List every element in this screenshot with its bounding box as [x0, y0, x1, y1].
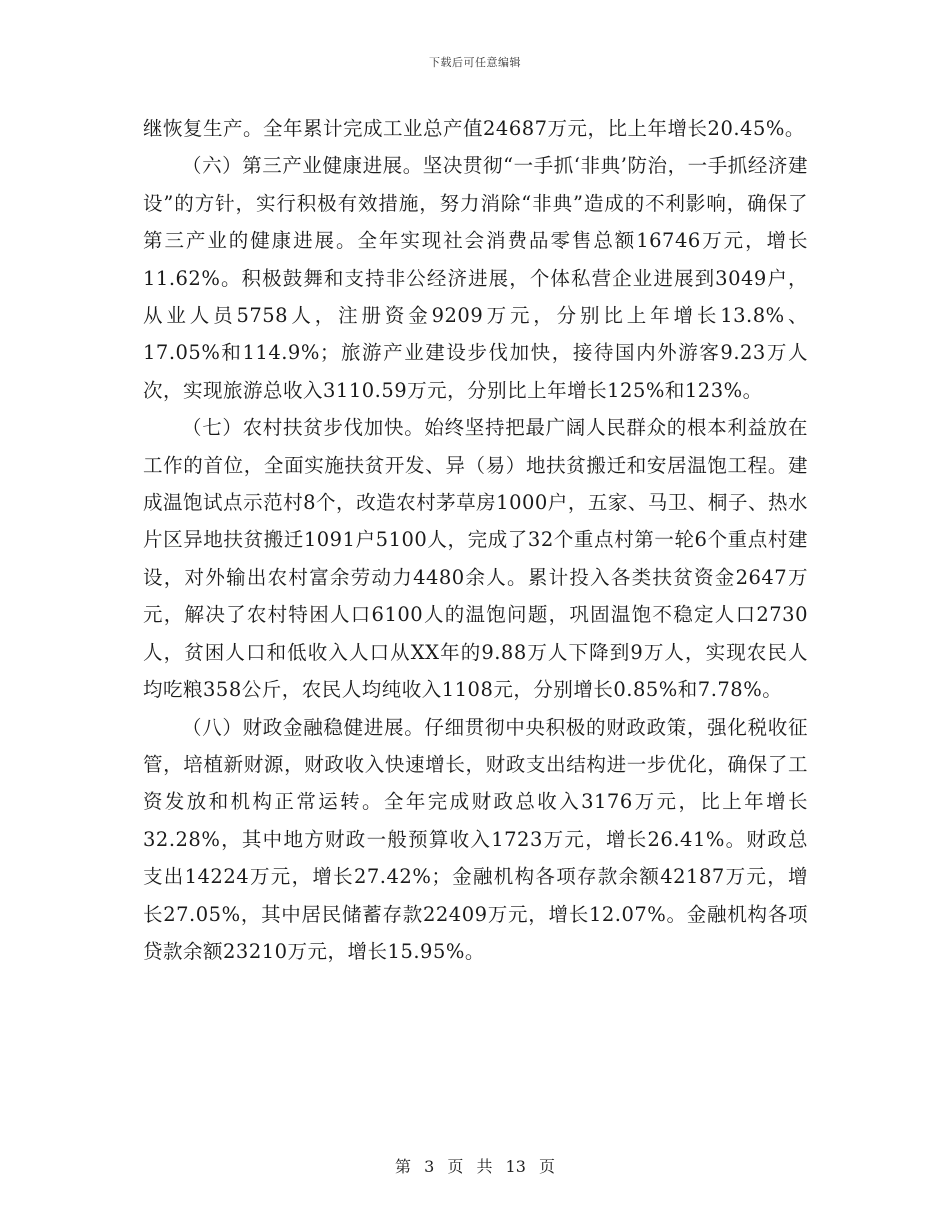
paragraph-continuation: 继恢复生产。全年累计完成工业总产值24687万元，比上年增长20.45%。	[143, 117, 805, 140]
paragraph-tertiary-industry: （六）第三产业健康进展。坚决贯彻“一手抓‘非典’防治，一手抓经济建设”的方针，实行积极有效措施，努力消除“非典”造成的不利影响，确保了第三产业的健康进展。全年实现社会消费品零售总额16746万元，增长11.62%。积极鼓舞和支持非公经济进展，个体私营企业进展到3049户，从业人员5758人，注册资金9209万元，分别比上年增长13.8%、17.05%和114.9%；旅游产业建设步伐加快，接待国内外游客9.23万人次，实现旅游总收入3110.59万元，分别比上年增长125%和123%。	[143, 154, 808, 402]
paragraph-rural-poverty: （七）农村扶贫步伐加快。始终坚持把最广阔人民群众的根本利益放在工作的首位，全面实施扶贫开发、异（易）地扶贫搬迁和安居温饱工程。建成温饱试点示范村8个，改造农村茅草房1000户，五家、马卫、桐子、热水片区异地扶贫搬迁1091户5100人，完成了32个重点村第一轮6个重点村建设，对外输出农村富余劳动力4480余人。累计投入各类扶贫资金2647万元，解决了农村特困人口6100人的温饱问题，巩固温饱不稳定人口2730人，贫困人口和低收入人口从XX年的9.88万人下降到9万人，实现农民人均吃粮358公斤，农民人均纯收入1108元，分别增长0.85%和7.78%。	[143, 416, 808, 702]
page-header: 下载后可任意编辑	[429, 56, 521, 69]
document-body	[143, 110, 808, 970]
paragraph-finance: （八）财政金融稳健进展。仔细贯彻中央积极的财政政策，强化税收征管，培植新财源，财政收入快速增长，财政支出结构进一步优化，确保了工资发放和机构正常运转。全年完成财政总收入3176万元，比上年增长32.28%，其中地方财政一般预算收入1723万元，增长26.41%。财政总支出14224万元，增长27.42%；金融机构各项存款余额42187万元，增长27.05%，其中居民储蓄存款22409万元，增长12.07%。金融机构各项贷款余额23210万元，增长15.95%。	[143, 715, 808, 963]
page-number: 第 3 页 共 13 页	[395, 1157, 555, 1176]
